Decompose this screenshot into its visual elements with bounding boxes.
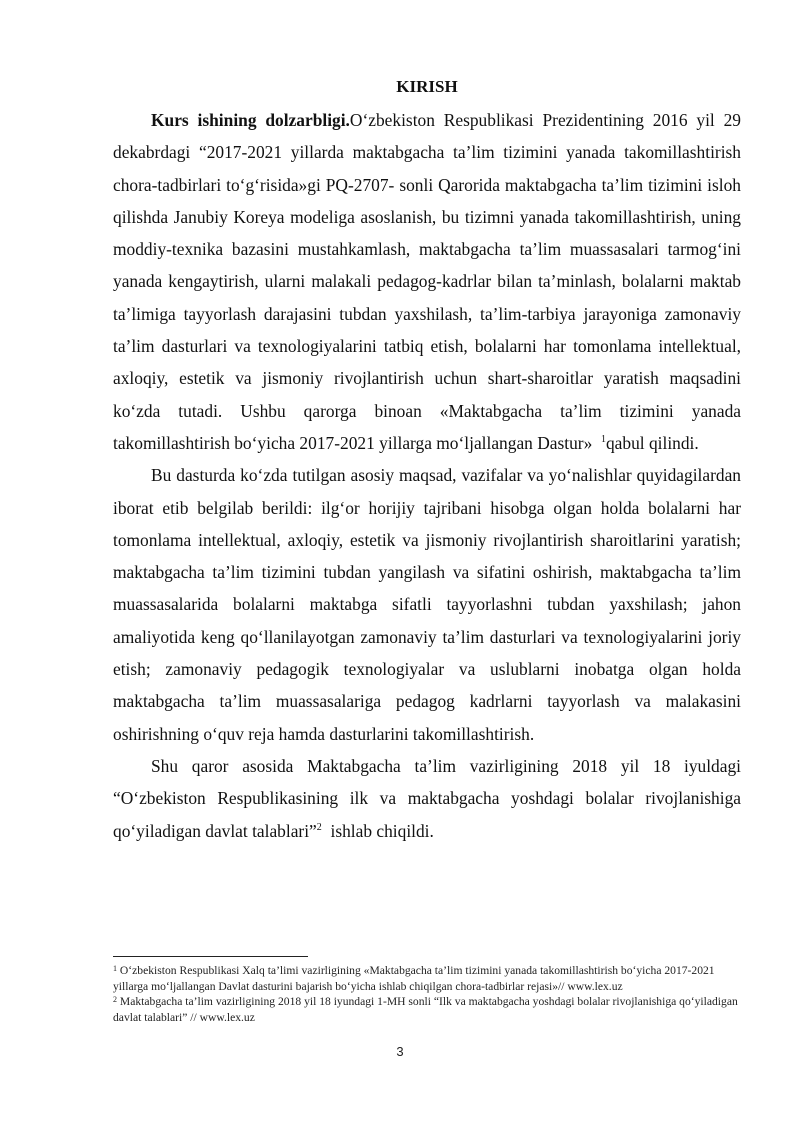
paragraph-tail: ishlab chiqildi. — [330, 820, 434, 841]
footnote-separator — [113, 956, 308, 957]
footnote-mark: 1 — [113, 964, 117, 973]
paragraph-text: O‘zbekiston Respublikasi Prezidentining 2016 yil 29 dekabrdagi “2017-2021 yillarda maktabgacha ta’lim tizimini yanada takomillashtirish chora-tadbirlari to‘g‘risida»gi PQ-2707- sonli Qarorida maktabgacha ta’lim tizimini isloh qilishda Janubiy Koreya modeliga asoslanish, bu tizimni yanada takomillashtirish, uning moddiy-texnika bazasini mustahkamlash, maktabgacha ta’lim muassasalari tarmog‘ini yanada kengaytirish, ularni malakali pedagog-kadrlar bilan ta’minlash, bolalarni maktab ta’limiga tayyorlash darajasini tubdan yaxshilash, ta’lim-tarbiya jarayoniga zamonaviy ta’lim dasturlari va texnologiyalarini tatbiq etish, bolalarni har tomonlama intellektual, axloqiy, estetik va jismoniy rivojlantirish uchun shart-sharoitlar yaratish maqsadini ko‘zda tutadi. Ushbu qarorga binoan «Maktabgacha ta’lim tizimini yanada takomillashtirish bo‘yicha 2017-2021 yillarga mo‘ljallangan Dastur» — [113, 110, 741, 453]
footnote-text: O‘zbekiston Respublikasi Xalq ta’limi vazirligining «Maktabgacha ta’lim tizimini yanada takomillashtirish bo‘yicha 2017-2021 yillarga mo‘ljallangan Davlat dasturini bajarish bo‘yicha ishlab chiqilgan chora-tadbirlar rejasi»// www.lex.uz — [113, 964, 715, 993]
footnote-reference-2: 2 — [316, 821, 322, 833]
footnote-1 — [113, 963, 741, 994]
document-body — [113, 70, 741, 847]
paragraph-tail: qabul qilindi. — [605, 432, 699, 453]
footnotes — [113, 963, 741, 1025]
footnote-mark: 2 — [113, 995, 117, 1004]
paragraph-lead: Kurs ishining dolzarbligi. — [151, 110, 350, 130]
footnote-2 — [113, 994, 741, 1025]
paragraph-text: Shu qaror asosida Maktabgacha ta’lim vazirligining 2018 yil 18 iyuldagi “O‘zbekiston Respublikasining ilk va maktabgacha yoshdagi bolalar rivojlanishiga qo‘yiladigan davlat talablari” — [113, 755, 741, 841]
page-number: 3 — [396, 1044, 404, 1059]
footnote-reference-1: 1 — [600, 433, 606, 445]
page-title: KIRISH — [396, 77, 458, 96]
paragraph-relevance — [113, 104, 741, 459]
paragraph-state-requirements — [113, 750, 741, 847]
footnote-text: Maktabgacha ta’lim vazirligining 2018 yil 18 iyundagi 1-MH sonli “Ilk va maktabgacha yoshdagi bolalar rivojlanishiga qo‘yiladigan davlat talablari” // www.lex.uz — [113, 995, 738, 1024]
paragraph-program-goals: Bu dasturda ko‘zda tutilgan asosiy maqsad, vazifalar va yo‘nalishlar quyidagilardan iborat etib belgilab berildi: ilg‘or horijiy tajribani hisobga olgan holda bolalarni har tomonlama intellektual, axloqiy, estetik va jismoniy rivojlantirish sharoitlarini yaratish; maktabgacha ta’lim tizimini tubdan yangilash va sifatini oshirish, maktabgacha ta’lim muassasalarida bolalarni maktabga sifatli tayyorlashni tubdan yaxshilash; jahon amaliyotida keng qo‘llanilayotgan zamonaviy ta’lim dasturlari va texnologiyalarini joriy etish; zamonaviy pedagogik texnologiyalar va uslublarni inobatga olgan holda maktabgacha ta’lim muassasalariga pedagog kadrlarni tayyorlash va malakasini oshirishning o‘quv reja hamda dasturlarini takomillashtirish. — [113, 465, 741, 744]
